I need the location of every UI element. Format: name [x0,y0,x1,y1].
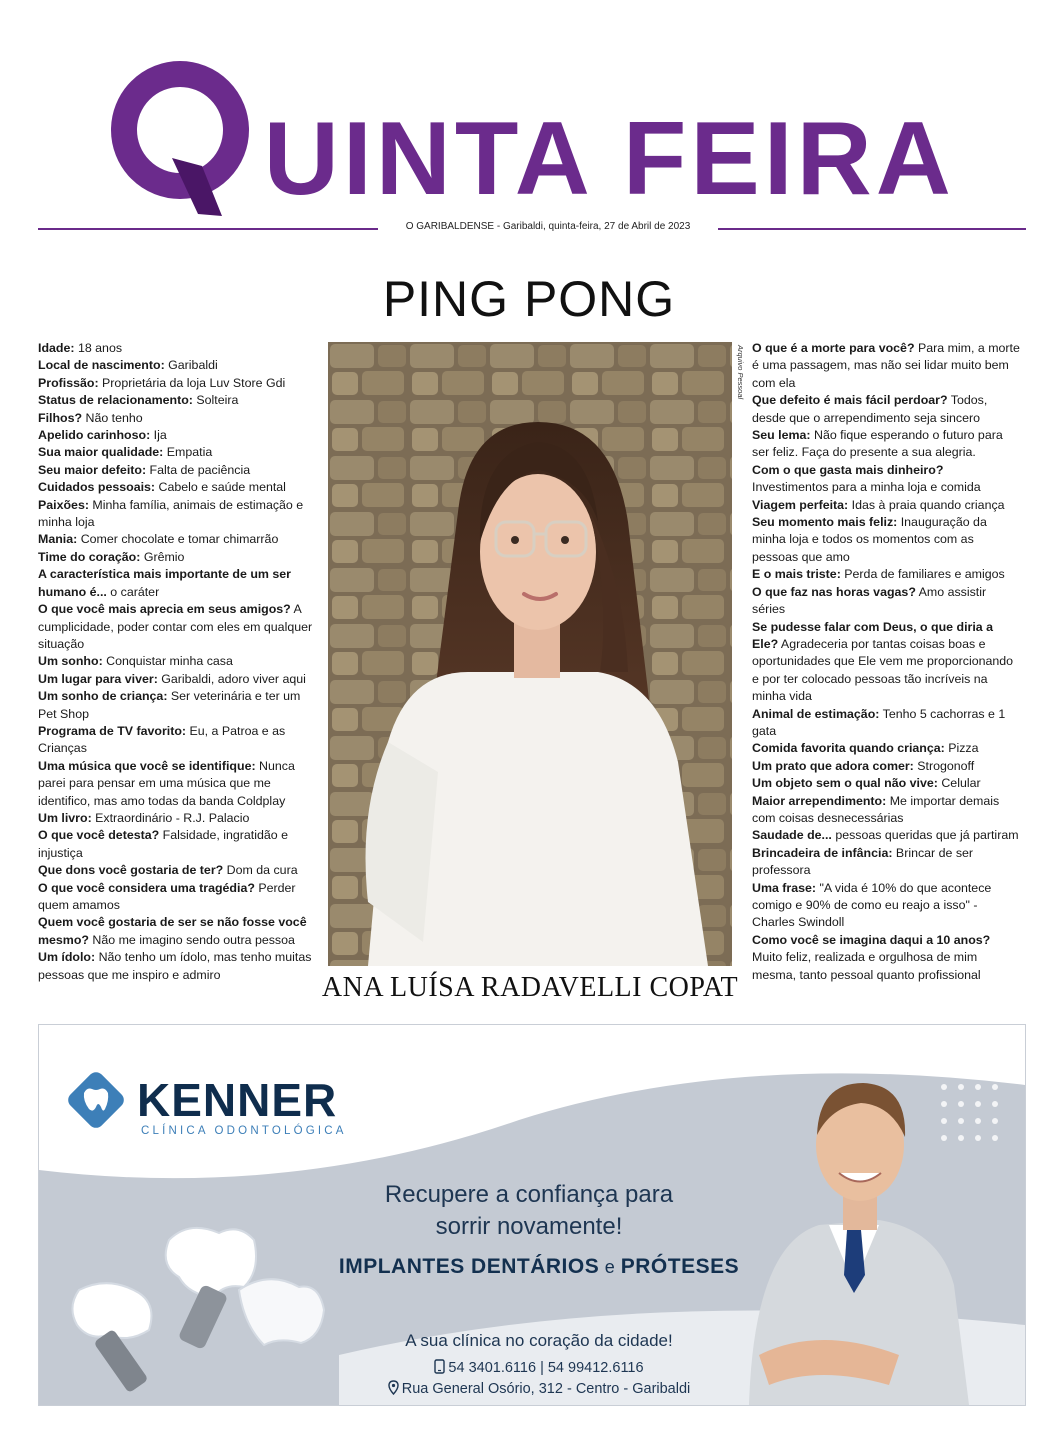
qa-question: Local de nascimento: [38,358,165,373]
qa-question: Filhos? [38,410,83,425]
qa-item [752,497,1022,514]
qa-item [752,775,1022,792]
qa-answer: Não fique esperando o futuro para ser feliz. Faça do presente a sua alegria. [752,428,1003,460]
qa-question: Quem você gostaria de ser se não fosse você mesmo? [38,915,307,947]
qa-question: Seu lema: [752,428,811,443]
ad-address: Rua General Osório, 312 - Centro - Garibaldi [401,1381,691,1397]
qa-question: Se pudesse falar com Deus, o que diria a Ele? [752,619,994,651]
advertisement-banner[interactable] [38,1024,1026,1406]
qa-item [38,357,316,374]
qa-answer: Minha família, animais de estimação e minha loja [38,497,304,530]
qa-question: Animal de estimação: [752,706,880,721]
qa-answer: Nunca parei para pensar em uma música que me identifico, mas amo todas da banda Coldplay [38,758,295,808]
qa-question: O que você mais aprecia em seus amigos? [38,602,291,617]
qa-item [752,462,1022,497]
qa-item [38,340,316,357]
ad-address-line[interactable] [329,1380,749,1397]
qa-item [752,845,1022,880]
qa-answer: Inauguração da minha loja e todos os momentos com as pessoas que amo [752,515,987,564]
qa-item [752,740,1022,757]
person-name: ANA LUÍSA RADAVELLI COPAT [321,972,739,1003]
qa-answer: Não tenho [82,410,143,425]
qa-item [752,932,1022,984]
qa-answer: Garibaldi, adoro viver aqui [157,671,306,686]
ad-tagline-line-1: Recupere a confiança para [384,1181,674,1208]
ad-headline [239,1255,839,1279]
qa-answer: "A vida é 10% do que acontece comigo e 90% de como eu reajo a isso" - Charles Swindoll [752,880,992,930]
qa-item [38,653,316,670]
qa-question: Um sonho: [38,654,103,669]
qa-item [752,619,1022,706]
qa-item [38,880,316,915]
qa-question: Com o que gasta mais dinheiro? [752,462,944,477]
qa-question: Um prato que adora comer: [752,758,914,773]
qa-question: Programa de TV favorito: [38,723,187,738]
qa-item [38,827,316,862]
qa-question: Como você se imagina daqui a 10 anos? [752,932,991,947]
qa-answer: Strogonoff [913,758,975,773]
ad-phone: 54 3401.6116 | 54 99412.6116 [448,1360,644,1376]
qa-answer: Brincar de ser professora [752,845,974,878]
qa-item [38,549,316,566]
qa-question: Mania: [38,532,78,547]
tooth-logo-icon [65,1069,127,1131]
qa-question: Maior arrependimento: [752,793,887,808]
qa-answer: Todos, desde que o arrependimento seja sincero [752,393,988,425]
qa-item [752,584,1022,619]
qa-answer: Falta de paciência [146,462,251,477]
qa-answer: Amo assistir séries [752,584,987,617]
qa-answer: Perder quem amamos [38,880,296,912]
photo-credit: Arquivo Pessoal [736,345,745,400]
phone-icon [434,1359,445,1374]
qa-item [38,862,316,879]
ad-phone-line[interactable] [329,1359,749,1376]
brand-subtitle: CLÍNICA ODONTOLÓGICA [141,1125,347,1137]
qa-question: Que dons você gostaria de ter? [38,863,224,878]
qa-answer: Para mim, a morte é uma passagem, mas não sei lidar muito bem com ela [752,341,1020,390]
qa-answer: 18 anos [74,341,123,355]
qa-answer: A cumplicidade, poder contar com eles em qualquer situação [38,602,313,651]
qa-item [38,949,316,984]
qa-answer: Me importar demais com coisas desnecessárias [752,793,1000,825]
masthead [0,0,1058,260]
qa-question: Viagem perfeita: [752,497,849,512]
qa-item [752,793,1022,828]
qa-item [752,514,1022,566]
qa-item [752,827,1022,844]
masthead-q-letter: Q [252,186,264,197]
qa-question: Uma frase: [752,880,817,895]
right-column [752,340,1022,984]
qa-item [38,914,316,949]
qa-question: Um livro: [38,810,92,825]
qa-question: Um ídolo: [38,950,96,965]
kenner-logo [65,1069,395,1149]
qa-item [752,427,1022,462]
section-title: PING PONG [382,271,676,327]
qa-answer: Idas à praia quando criança [848,497,1005,512]
qa-answer: Não tenho um ídolo, mas tenho muitas pessoas que me inspiro e admiro [38,950,312,982]
qa-question: Cuidados pessoais: [38,480,156,495]
portrait-illustration [328,342,732,966]
qa-item [38,479,316,496]
qa-item [38,427,316,444]
qa-item [752,340,1022,392]
ad-headline-main: IMPLANTES DENTÁRIOS [338,1255,600,1278]
qa-answer: Pizza [944,741,979,756]
qa-question: A característica mais importante de um ser humano é... [38,567,291,599]
qa-answer: Não me imagino sendo outra pessoa [88,932,295,947]
qa-answer: pessoas queridas que já partiram [831,828,1019,843]
qa-answer: Celular [937,776,981,791]
qa-answer: Tenho 5 cachorras e 1 gata [752,706,1006,738]
masthead-title [110,48,990,218]
qa-question: Brincadeira de infância: [752,845,893,860]
qa-answer: Investimentos para a minha loja e comida [752,480,981,495]
qa-question: Uma música que você se identifique: [38,758,256,773]
qa-answer: Falsidade, ingratidão e injustiça [38,828,289,860]
qa-question: Apelido carinhoso: [38,428,151,443]
qa-question: O que faz nas horas vagas? [752,584,916,599]
qa-answer: Perda de familiares e amigos [840,567,1005,582]
qa-question: Um objeto sem o qual não vive: [752,776,938,791]
masthead-rule-left [38,228,378,230]
qa-answer: Ser veterinária e ter um Pet Shop [38,689,301,721]
qa-question: Time do coração: [38,549,141,564]
qa-answer: Comer chocolate e tomar chimarrão [77,532,279,547]
qa-answer: Grêmio [140,549,185,564]
qa-answer: Conquistar minha casa [102,654,233,669]
qa-question: O que você detesta? [38,828,160,843]
qa-question: O que é a morte para você? [752,341,915,355]
qa-item [38,723,316,758]
qa-item [752,758,1022,775]
qa-item [38,531,316,548]
ad-headline-end: PRÓTESES [620,1255,740,1278]
qa-question: Seu momento mais feliz: [752,515,898,530]
qa-item [38,375,316,392]
qa-answer: Agradeceria por tantas coisas boas e oportunidades que Ele vem me proporcionando e por ter colocado pessoas tão incríveis na minha vida [752,636,1014,704]
qa-question: Um lugar para viver: [38,671,158,686]
qa-question: Sua maior qualidade: [38,445,164,460]
qa-answer: Garibaldi [164,358,218,373]
qa-item [38,601,316,653]
qa-item [752,566,1022,583]
qa-answer: Eu, a Patroa e as Crianças [38,723,286,756]
qa-answer: Empatia [163,445,213,460]
qa-question: Paixões: [38,497,89,512]
qa-answer: Ija [150,428,167,443]
qa-item [38,410,316,427]
masthead-title-rest: UINTA FEIRA [263,101,955,217]
qa-question: Profissão: [38,375,99,390]
qa-item [38,688,316,723]
qa-question: Seu maior defeito: [38,462,147,477]
qa-question: Idade: [38,341,75,355]
ad-tagline-line-2: sorrir novamente! [435,1213,623,1240]
qa-question: O que você considera uma tragédia? [38,880,255,895]
ad-tagline [299,1179,759,1243]
portrait-photo [328,342,732,966]
qa-answer: Proprietária da loja Luv Store Gdi [98,375,286,390]
ad-headline-and: e [599,1257,621,1277]
masthead-rule-right [718,228,1026,230]
qa-question: Saudade de... [752,828,832,843]
brand-name: KENNER [137,1074,338,1126]
masthead-title-text [252,101,955,217]
qa-answer: Extraordinário - R.J. Palacio [91,810,250,825]
qa-item [38,444,316,461]
qa-question: Status de relacionamento: [38,393,193,408]
qa-item [38,462,316,479]
qa-answer: Dom da cura [223,863,298,878]
qa-question: Que defeito é mais fácil perdoar? [752,393,948,408]
qa-item [752,392,1022,427]
qa-question: Um sonho de criança: [38,689,168,704]
qa-question: Comida favorita quando criança: [752,741,945,756]
qa-item [38,497,316,532]
qa-question: E o mais triste: [752,567,841,582]
qa-item [38,392,316,409]
qa-answer: Muito feliz, realizada e orgulhosa de mim mesma, tanto pessoal quanto profissional [752,950,981,982]
left-column [38,340,316,984]
qa-item [38,758,316,810]
ad-slogan: A sua clínica no coração da cidade! [405,1331,673,1350]
qa-answer: Cabelo e saúde mental [155,480,286,495]
qa-answer: o caráter [106,584,160,599]
dateline: O GARIBALDENSE - Garibaldi, quinta-feira, 27 de Abril de 2023 [405,221,691,232]
qa-answer: Solteira [192,393,239,408]
qa-item [752,880,1022,932]
qa-item [38,810,316,827]
qa-item [38,566,316,601]
location-pin-icon [388,1380,399,1395]
qa-item [752,706,1022,741]
qa-item [38,671,316,688]
